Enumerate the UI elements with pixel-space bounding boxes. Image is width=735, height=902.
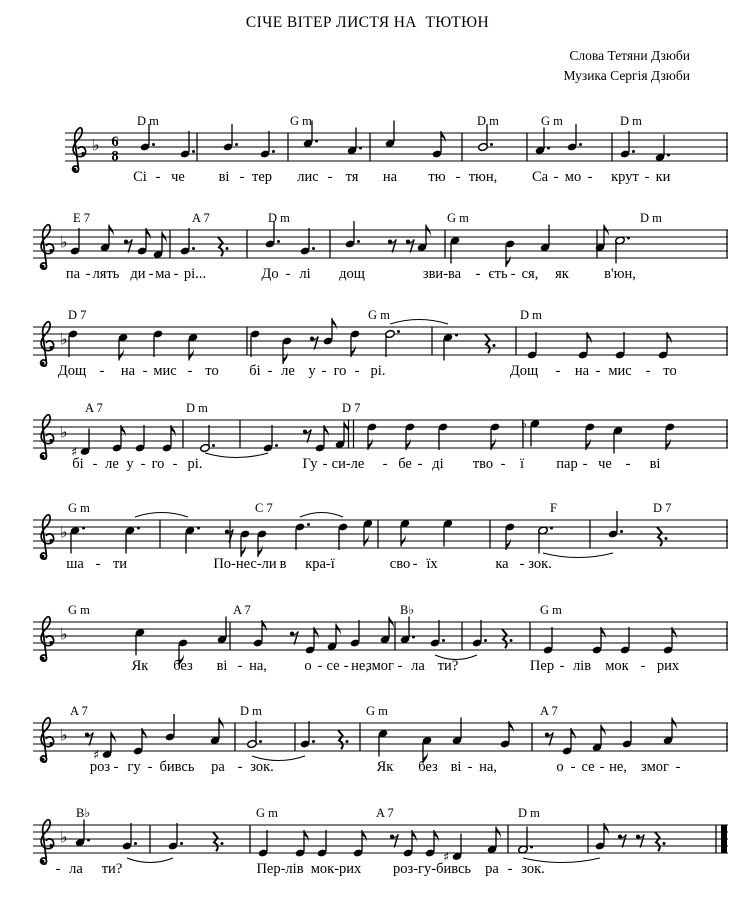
lyric-syllable: не, [609,759,627,775]
sharp-icon: ♯ [443,849,450,864]
chord-label: A 7 [540,704,558,718]
lyric-syllable: - [267,363,273,379]
lyric-syllable: го [333,363,347,379]
lyric-syllable: - [113,759,119,775]
lyric-syllable: ла [69,861,83,877]
augmentation-dot [620,530,623,533]
staff-system-2 [0,196,735,300]
lyric-syllable: - [644,169,650,185]
lyric-syllable: у [308,363,316,379]
chord-label: A 7 [192,211,210,225]
augmentation-dot [272,150,275,153]
lyric-syllable: без [418,759,438,775]
treble-clef-icon [41,718,54,762]
lyric-syllable: ма [155,266,171,282]
chord-label: G m [290,114,312,128]
lyric-syllable: о [304,658,312,674]
lyric-syllable: се [581,759,595,775]
lyric-syllable: в [279,556,287,572]
lyric-syllable: ра [211,759,225,775]
chord-label: C 7 [255,501,273,515]
eighth-flag-icon [332,318,337,330]
lyric-syllable: - [455,169,461,185]
chord-label: D 7 [68,308,87,322]
lyric-syllable: ша [66,556,84,572]
lyric-syllable: мо [564,169,582,185]
lyric-syllable: ди [130,266,146,282]
lyric-syllable: - [92,456,98,472]
lyric-syllable: - [625,456,631,472]
chord-label: A 7 [376,806,394,820]
lyric-syllable: ки [655,169,671,185]
staff-system-3 [0,293,735,397]
lyric-syllable: - [412,556,418,572]
augmentation-dot [357,240,360,243]
lyric-syllable: роз [89,759,111,775]
chord-label: B♭ [400,603,415,617]
lyric-syllable: Як [131,658,149,674]
chord-label: A 7 [85,401,103,415]
augmentation-dot [442,639,445,642]
lyric-syllable: о [556,759,564,775]
augmentation-dot [307,523,310,526]
lyric-syllable: Дощ [57,363,87,379]
lyric-syllable: рі. [187,456,203,472]
lyric-syllable: у [126,456,134,472]
lyric-syllable: єть [488,266,508,282]
augmentation-dot [235,143,238,146]
key-signature-flat-icon: ♭ [92,135,100,155]
chord-label: B♭ [76,806,91,820]
treble-clef-icon [41,617,54,661]
lyric-syllable: че [171,169,185,185]
staff-system-1 [0,99,735,203]
lyric-syllable: - [322,456,328,472]
chord-label: G m [68,603,90,617]
quarter-rest-icon [218,237,229,256]
quarter-rest-icon [213,832,224,851]
key-signature-flat-icon: ♭ [60,422,68,442]
lyric-syllable: - [595,363,601,379]
lyric-syllable: - [327,169,333,185]
lyric-syllable: - [507,861,513,877]
lyric-syllable: - [187,363,193,379]
chord-label: D m [186,401,208,415]
lyric-syllable: Як [376,759,394,775]
lyric-syllable: - [285,266,291,282]
augmentation-dot [484,639,487,642]
slur [543,553,613,558]
staff-system-7 [0,689,735,793]
treble-clef-icon [41,515,54,559]
lyric-syllable: ї [519,456,525,472]
staff-system-4 [0,386,735,490]
chord-label: G m [68,501,90,515]
lyric-syllable: - [582,456,588,472]
slur [135,513,188,518]
song-title: СІЧЕ ВІТЕР ЛИСТЯ НА ТЮТЮН [245,14,490,31]
chord-label: G m [256,806,278,820]
lyric-syllable: Пер-лів [256,861,304,877]
lyric-syllable: без [173,658,193,674]
lyric-syllable: рих [656,658,680,674]
lyric-syllable: кра-ї [305,556,335,572]
lyric-syllable: мис [153,363,177,379]
lyric-syllable: ся, [521,266,539,282]
augmentation-dot [212,444,215,447]
lyric-syllable: ти? [437,658,459,674]
lyric-syllable: ти? [101,861,123,877]
augmentation-dot [550,527,553,530]
lyric-syllable: си-ле [331,456,365,472]
flat-icon: ♭ [521,416,527,431]
chord-label: D m [268,211,290,225]
chord-label: D m [477,114,499,128]
chord-label: G m [366,704,388,718]
lyric-syllable: ра [485,861,499,877]
lyric-syllable: роз-гу-бивсь [392,861,472,877]
chord-label: D 7 [342,401,361,415]
lyric-syllable: - [155,169,161,185]
augmentation-dot [277,240,280,243]
lyric-syllable: крут [611,169,639,185]
lyric-syllable: тво [472,456,494,472]
lyric-syllable: го [151,456,165,472]
lyric-syllable: - [467,759,473,775]
chord-label: G m [541,114,563,128]
lyric-syllable: лі [299,266,311,282]
lyric-syllable: тя [345,169,359,185]
lyric-syllable: мис [608,363,632,379]
augmentation-dot [412,636,415,639]
augmentation-dot [490,143,493,146]
chord-label: E 7 [73,211,91,225]
lyric-syllable: - [519,556,525,572]
lyric-syllable: бивсь [159,759,195,775]
lyric-syllable: - [559,658,565,674]
lyric-syllable: - [321,363,327,379]
lyric-syllable: - [239,169,245,185]
lyric-syllable: - [397,658,403,674]
key-signature-flat-icon: ♭ [60,725,68,745]
quarter-rest-icon [502,629,513,648]
lyric-syllable: - [645,363,651,379]
lyric-syllable: - [417,456,423,472]
lyric-syllable: - [172,456,178,472]
lyric-syllable: їх [426,556,438,572]
lyric-syllable: - [382,456,388,472]
lyric-syllable: - [95,556,101,572]
lyric-syllable: че [598,456,612,472]
lyric-syllable: ві [218,169,230,185]
chord-label: D m [137,114,159,128]
lyric-syllable: як [555,266,569,282]
slur [300,513,343,518]
treble-clef-icon [41,322,54,366]
quarter-rest-icon [485,334,496,353]
key-signature-flat-icon: ♭ [60,522,68,542]
lyric-syllable: - [510,266,516,282]
chord-label: D m [520,308,542,322]
augmentation-dot [82,527,85,530]
augmentation-dot [137,527,140,530]
lyric-syllable: дощ [339,266,365,282]
lyric-syllable: - [237,658,243,674]
lyric-syllable: на [120,363,136,379]
lyric-syllable: - [640,658,646,674]
key-signature-flat-icon: ♭ [60,827,68,847]
lyric-syllable: бе [398,456,412,472]
sharp-icon: ♯ [71,444,78,459]
lyric-syllable: зок. [528,556,552,572]
lyric-syllable: - [553,169,559,185]
key-signature-flat-icon: ♭ [60,624,68,644]
augmentation-dot [192,247,195,250]
quarter-rest-icon [338,730,349,749]
chord-label: A 7 [70,704,88,718]
chord-label: D m [240,704,262,718]
lyric-syllable: ві [216,658,228,674]
slur [390,320,448,325]
augmentation-dot [192,150,195,153]
lyric-syllable: гу [127,759,141,775]
lyric-syllable: мок [605,658,629,674]
key-signature-flat-icon: ♭ [60,329,68,349]
treble-clef-icon [41,820,54,864]
chord-label: G m [540,603,562,617]
lyric-syllable: рі. [370,363,386,379]
lyric-syllable: пар [556,456,578,472]
key-signature-flat-icon: ♭ [60,232,68,252]
lyric-syllable: - [587,169,593,185]
lyric-syllable: - [343,658,349,674]
augmentation-dot [632,150,635,153]
augmentation-dot [275,444,278,447]
lyric-syllable: лис [297,169,319,185]
lyric-syllable: Дощ [509,363,539,379]
lyrics-credit: Слова Тетяни Дзюби [569,48,690,63]
lyric-syllable: тер [251,169,273,185]
lyric-syllable: - [475,266,481,282]
lyric-syllable: Са [531,169,549,185]
lyric-syllable: змог [366,658,394,674]
chord-label: F [550,501,557,515]
augmentation-dot [359,147,362,150]
lyric-syllable: - [500,456,506,472]
lyric-syllable: бі [72,456,84,472]
lyric-syllable: Пер [529,658,555,674]
lyric-syllable: ле [105,456,119,472]
lyric-syllable: то [663,363,677,379]
augmentation-dot [579,143,582,146]
lyric-syllable: тюн, [468,169,498,185]
staff-system-5 [0,486,735,590]
lyric-syllable: - [140,456,146,472]
chord-label: D m [640,211,662,225]
lyric-syllable: зви-ва [422,266,462,282]
music-credit: Музика Сергія Дзюби [563,68,690,84]
lyric-syllable: ти [112,556,128,572]
staff-system-8 [0,791,735,895]
lyric-syllable: па [65,266,81,282]
lyric-syllable: - [237,759,243,775]
lyric-syllable: на, [479,759,497,775]
augmentation-dot [312,247,315,250]
augmentation-dot [397,330,400,333]
lyric-syllable: - [317,658,323,674]
augmentation-dot [530,846,533,849]
lyric-syllable: - [675,759,681,775]
lyric-syllable: ді [432,456,444,472]
chord-label: G m [447,211,469,225]
lyric-syllable: - [570,759,576,775]
lyric-syllable: лів [572,658,592,674]
slur [205,453,268,458]
lyric-syllable: - [142,363,148,379]
sharp-icon: ♯ [93,747,100,762]
lyric-syllable: ка [495,556,509,572]
lyric-syllable: в'юн, [604,266,636,282]
lyric-syllable: бі [249,363,261,379]
lyric-syllable: - [85,266,91,282]
lyric-syllable: - [599,759,605,775]
augmentation-dot [455,334,458,337]
lyric-syllable: зок. [250,759,274,775]
chord-label: D m [620,114,642,128]
lyric-syllable: - [148,266,154,282]
lyric-syllable: ві [649,456,661,472]
augmentation-dot [547,147,550,150]
lyric-syllable: се [326,658,340,674]
chord-label: A 7 [233,603,251,617]
time-signature-bottom: 8 [111,148,119,165]
lyric-syllable: - [173,266,179,282]
treble-clef-icon [73,128,86,172]
augmentation-dot [312,740,315,743]
lyric-syllable: не, [351,658,369,674]
lyric-syllable: на, [249,658,267,674]
quarter-rest-icon [655,832,666,851]
augmentation-dot [197,527,200,530]
lyric-syllable: на [574,363,590,379]
augmentation-dot [627,237,630,240]
lyric-syllable: сво [389,556,411,572]
augmentation-dot [315,140,318,143]
chord-label: D m [518,806,540,820]
lyric-syllable: ле [281,363,295,379]
lyric-syllable: зок. [521,861,545,877]
quarter-rest-icon [657,527,668,546]
lyric-syllable: - [147,759,153,775]
lyric-syllable: на [382,169,398,185]
lyric-syllable: Гу [302,456,318,472]
treble-clef-icon [41,225,54,269]
lyric-syllable: тю [428,169,446,185]
chord-label: G m [368,308,390,322]
lyric-syllable: ла [411,658,425,674]
augmentation-dot [87,839,90,842]
augmentation-dot [180,842,183,845]
lyric-syllable: рі... [183,266,207,282]
lyric-syllable: По-нес-ли [213,556,277,572]
slur [127,858,173,863]
chord-label: D 7 [653,501,672,515]
staff-system-6 [0,588,735,692]
lyric-syllable: ві [450,759,462,775]
lyric-syllable: - [99,363,105,379]
augmentation-dot [134,842,137,845]
lyric-syllable: лять [92,266,120,282]
augmentation-dot [259,740,262,743]
lyric-syllable: змог [641,759,669,775]
time-signature-top: 6 [111,134,119,150]
lyric-syllable: До [261,266,279,282]
lyric-syllable: мок-рих [310,861,362,877]
lyric-syllable: то [205,363,219,379]
final-barline-thick [721,825,727,853]
treble-clef-icon [41,415,54,459]
lyric-syllable: - [55,861,61,877]
lyric-syllable: - [555,363,561,379]
augmentation-dot [667,154,670,157]
lyric-syllable: Сі [133,169,147,185]
augmentation-dot [152,143,155,146]
lyric-syllable: - [354,363,360,379]
